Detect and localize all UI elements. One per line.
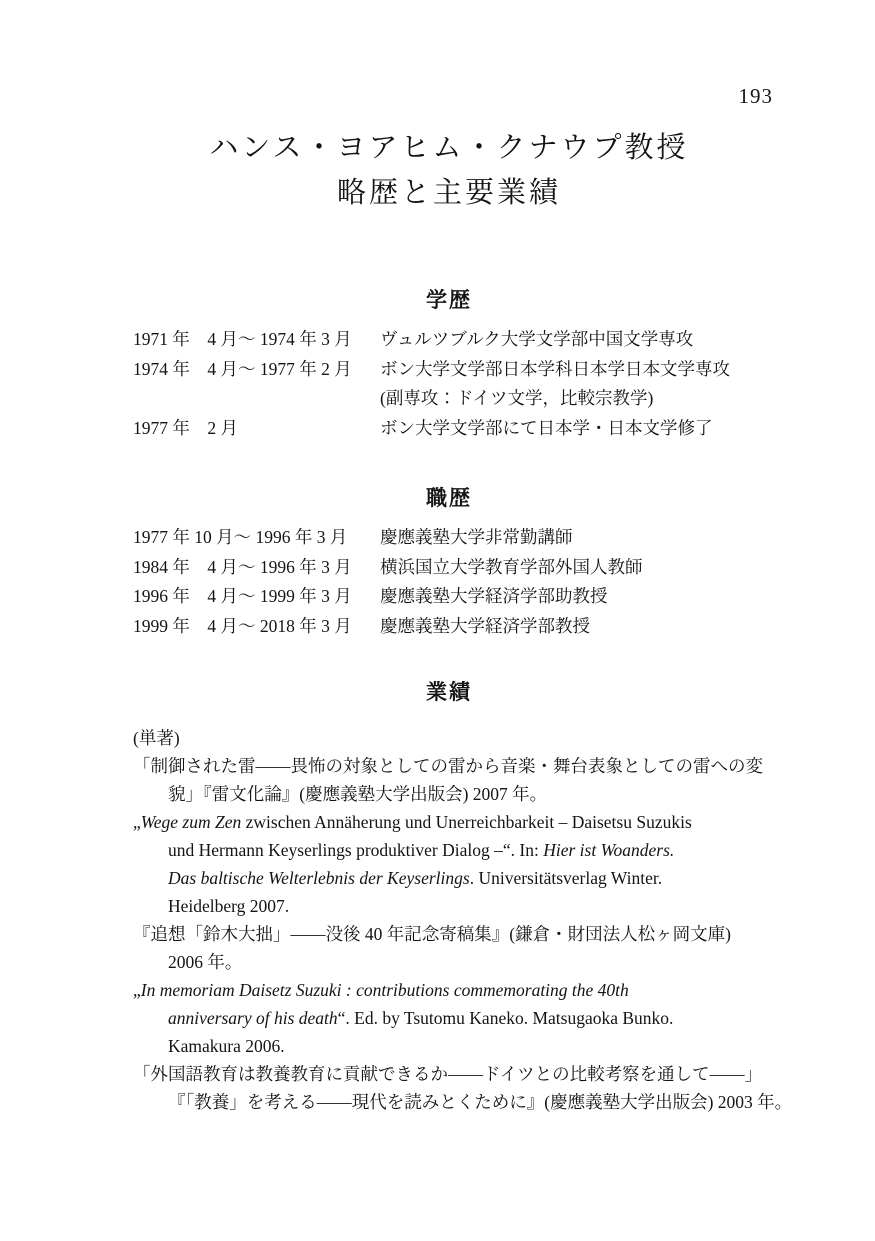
- employment-table: [133, 523, 765, 641]
- history-period: 1984 年 4 月～ 1996 年 3 月: [133, 556, 352, 577]
- publication-segment: „: [133, 980, 141, 1000]
- publication-entry: [133, 1060, 793, 1116]
- history-description: 慶應義塾大学経済学部教授: [380, 615, 590, 636]
- history-description: (副専攻：ドイツ文学，比較宗教学): [380, 388, 654, 408]
- title-line-2: 略歴と主要業績: [336, 177, 561, 209]
- history-row: [133, 582, 765, 612]
- page-number: 193: [738, 84, 773, 108]
- publication-line: [168, 1088, 793, 1116]
- history-description: 横浜国立大学教育学部外国人教師: [380, 556, 643, 577]
- history-row: [133, 612, 765, 642]
- publication-segment: zwischen Annäherung und Unerreichbarkeit – Daisetsu Suzukis: [241, 812, 692, 832]
- publication-segment: „: [133, 812, 141, 832]
- employment-heading: 職歴: [426, 486, 472, 510]
- history-period: 1999 年 4 月～ 2018 年 3 月: [133, 615, 352, 636]
- publication-segment: Heidelberg 2007.: [168, 896, 290, 916]
- publication-segment: . Universitätsverlag Winter.: [469, 868, 663, 888]
- publication-segment-italic: In memoriam Daisetz Suzuki : contributions commemorating the 40th: [140, 980, 629, 1000]
- publication-segment: Kamakura 2006.: [168, 1036, 285, 1056]
- publication-line: [168, 892, 765, 920]
- history-description: 慶應義塾大学非常勤講師: [380, 527, 573, 547]
- publication-segment: 「外国語教育は教養教育に貢献できるか——ドイツとの比較考察を通して——」: [133, 1064, 763, 1084]
- publication-segment: 『追想「鈴木大拙」——没後 40 年記念寄稿集』(鎌倉・財団法人松ヶ岡文庫): [133, 924, 731, 944]
- publication-segment-italic: Das baltische Welterlebnis der Keyserlings: [168, 868, 470, 888]
- publication-line: [133, 808, 765, 836]
- history-period: 1974 年 4 月～ 1977 年 2 月: [133, 358, 352, 379]
- publication-segment: “. Ed. by Tsutomu Kaneko. Matsugaoka Bunko.: [337, 1008, 674, 1028]
- publication-line: [168, 836, 765, 864]
- publication-line: [168, 780, 765, 808]
- history-row: [133, 384, 765, 414]
- publication-segment: 貌」『雷文化論』(慶應義塾大学出版会) 2007 年。: [168, 784, 548, 804]
- history-period: [133, 384, 380, 414]
- publication-list: [133, 752, 793, 1116]
- publication-segment: 『「教養」を考える——現代を読みとくために』(慶應義塾大学出版会) 2003 年。: [168, 1092, 793, 1112]
- title-line-1: ハンス・ヨアヒム・クナウプ教授: [209, 132, 689, 164]
- works-heading: 業績: [426, 680, 472, 704]
- publication-line: [168, 864, 765, 892]
- publication-line: [168, 1032, 765, 1060]
- publication-line: [168, 1004, 765, 1032]
- education-heading: 学歴: [426, 288, 472, 312]
- publication-line: [168, 948, 765, 976]
- history-row: [133, 553, 765, 583]
- publication-line: [133, 752, 765, 780]
- publication-segment-italic: Hier ist Woanders.: [543, 840, 675, 860]
- education-table: [133, 325, 765, 443]
- history-description: ヴュルツブルク大学文学部中国文学専攻: [380, 329, 694, 349]
- history-period: 1971 年 4 月～ 1974 年 3 月: [133, 329, 352, 349]
- history-period: 1977 年 2 月: [133, 417, 238, 438]
- publication-segment-italic: Wege zum Zen: [140, 812, 242, 832]
- works-subheading: (単著): [133, 728, 180, 748]
- history-row: [133, 325, 765, 355]
- publication-line: [133, 920, 765, 948]
- page-title: [133, 0, 765, 216]
- publication-segment: und Hermann Keyserlings produktiver Dialog –“. In:: [168, 840, 544, 860]
- history-period: 1977 年 10 月～ 1996 年 3 月: [133, 527, 348, 547]
- publication-entry: [133, 976, 765, 1060]
- publication-entry: [133, 808, 765, 920]
- history-description: ボン大学文学部にて日本学・日本文学修了: [380, 417, 713, 438]
- publication-segment: 2006 年。: [168, 952, 243, 972]
- history-period: 1996 年 4 月～ 1999 年 3 月: [133, 586, 352, 606]
- publication-segment-italic: anniversary of his death: [168, 1008, 338, 1028]
- history-row: [133, 355, 765, 385]
- history-description: 慶應義塾大学経済学部助教授: [380, 586, 608, 606]
- history-row: [133, 414, 765, 444]
- publication-entry: [133, 920, 765, 976]
- publication-segment: 「制御された雷——畏怖の対象としての雷から音楽・舞台表象としての雷への変: [133, 756, 763, 776]
- publication-line: [133, 1060, 765, 1088]
- publication-entry: [133, 752, 765, 808]
- history-row: [133, 523, 765, 553]
- publication-line: [133, 976, 765, 1004]
- history-description: ボン大学文学部日本学科日本学日本文学専攻: [380, 358, 730, 379]
